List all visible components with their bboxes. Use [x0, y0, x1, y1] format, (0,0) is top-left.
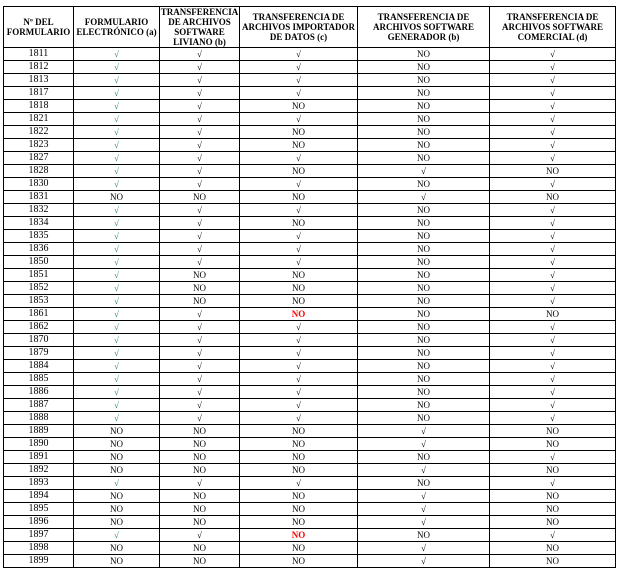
table-cell: NO [358, 269, 490, 282]
table-cell: √ [240, 477, 358, 490]
table-cell: √ [240, 204, 358, 217]
form-number-cell: 1885 [4, 373, 74, 386]
form-number-cell: 1818 [4, 100, 74, 113]
form-number-cell: 1830 [4, 178, 74, 191]
table-cell: √ [160, 152, 240, 165]
table-cell: NO [358, 256, 490, 269]
form-number-cell: 1852 [4, 282, 74, 295]
table-cell: NO [160, 542, 240, 555]
table-cell: √ [240, 256, 358, 269]
table-cell: √ [160, 100, 240, 113]
table-row [4, 178, 616, 191]
table-cell: NO [240, 217, 358, 230]
table-cell: √ [490, 139, 616, 152]
table-cell: NO [358, 61, 490, 74]
table-cell: NO [490, 464, 616, 477]
header-form-number: Nº DEL FORMULARIO [4, 7, 74, 48]
table-cell: √ [490, 48, 616, 61]
form-number-cell: 1887 [4, 399, 74, 412]
form-number-cell: 1879 [4, 347, 74, 360]
table-row [4, 321, 616, 334]
table-cell: √ [160, 74, 240, 87]
table-cell: NO [358, 412, 490, 425]
table-cell: NO [358, 282, 490, 295]
form-number-cell: 1861 [4, 308, 74, 321]
form-number-cell: 1812 [4, 61, 74, 74]
table-cell: √ [490, 243, 616, 256]
table-cell: √ [74, 321, 160, 334]
table-cell: √ [160, 321, 240, 334]
table-cell: √ [490, 217, 616, 230]
table-cell: √ [74, 282, 160, 295]
table-row [4, 373, 616, 386]
table-cell: NO [358, 451, 490, 464]
table-cell: √ [490, 204, 616, 217]
table-cell: √ [74, 295, 160, 308]
table-cell: √ [74, 477, 160, 490]
table-row [4, 48, 616, 61]
table-cell: √ [490, 74, 616, 87]
table-cell: √ [490, 295, 616, 308]
table-cell: NO [240, 542, 358, 555]
table-row [4, 126, 616, 139]
table-cell: NO [490, 490, 616, 503]
table-row [4, 308, 616, 321]
table-cell: √ [240, 321, 358, 334]
table-row [4, 503, 616, 516]
table-row [4, 490, 616, 503]
table-cell: √ [358, 464, 490, 477]
table-row [4, 217, 616, 230]
table-cell: NO [240, 490, 358, 503]
table-cell: √ [160, 334, 240, 347]
table-cell: NO [358, 529, 490, 542]
table-cell: √ [160, 243, 240, 256]
table-cell: NO [240, 425, 358, 438]
table-row [4, 425, 616, 438]
table-cell: NO [160, 295, 240, 308]
table-cell: NO [74, 451, 160, 464]
table-cell: NO [74, 503, 160, 516]
table-cell: √ [74, 74, 160, 87]
table-cell: √ [240, 347, 358, 360]
forms-table [3, 6, 616, 568]
table-cell: NO [358, 399, 490, 412]
table-cell: √ [160, 230, 240, 243]
table-cell: NO [358, 100, 490, 113]
table-cell: NO [358, 48, 490, 61]
table-cell: √ [74, 152, 160, 165]
table-cell: √ [74, 230, 160, 243]
table-cell: NO [240, 165, 358, 178]
table-cell: √ [240, 48, 358, 61]
form-number-cell: 1893 [4, 477, 74, 490]
table-cell: √ [160, 48, 240, 61]
table-cell: √ [490, 347, 616, 360]
form-number-cell: 1892 [4, 464, 74, 477]
table-cell: NO [240, 139, 358, 152]
table-cell: NO [358, 243, 490, 256]
table-cell: NO [240, 555, 358, 568]
table-cell: √ [358, 425, 490, 438]
table-cell: √ [490, 100, 616, 113]
table-cell: √ [490, 477, 616, 490]
table-cell: √ [160, 373, 240, 386]
table-cell: NO [240, 126, 358, 139]
table-cell: NO [240, 529, 358, 542]
table-cell: NO [490, 438, 616, 451]
table-cell: NO [74, 425, 160, 438]
table-cell: √ [490, 230, 616, 243]
table-cell: NO [358, 360, 490, 373]
table-cell: √ [490, 282, 616, 295]
table-cell: √ [160, 178, 240, 191]
form-number-cell: 1891 [4, 451, 74, 464]
form-number-cell: 1828 [4, 165, 74, 178]
table-cell: NO [74, 542, 160, 555]
table-cell: NO [74, 191, 160, 204]
form-number-cell: 1889 [4, 425, 74, 438]
form-number-cell: 1853 [4, 295, 74, 308]
form-number-cell: 1835 [4, 230, 74, 243]
table-cell: NO [160, 282, 240, 295]
table-row [4, 516, 616, 529]
table-cell: √ [74, 243, 160, 256]
table-row [4, 451, 616, 464]
table-row [4, 386, 616, 399]
table-cell: √ [160, 217, 240, 230]
form-number-cell: 1834 [4, 217, 74, 230]
table-cell: NO [240, 191, 358, 204]
table-cell: √ [358, 438, 490, 451]
table-cell: NO [240, 269, 358, 282]
table-cell: NO [160, 438, 240, 451]
table-cell: NO [490, 542, 616, 555]
table-row [4, 152, 616, 165]
table-cell: NO [74, 516, 160, 529]
table-cell: √ [74, 61, 160, 74]
table-cell: √ [160, 412, 240, 425]
form-number-cell: 1821 [4, 113, 74, 126]
table-row [4, 113, 616, 126]
table-cell: NO [358, 204, 490, 217]
form-number-cell: 1899 [4, 555, 74, 568]
table-cell: NO [358, 347, 490, 360]
table-cell: √ [490, 87, 616, 100]
table-cell: NO [358, 386, 490, 399]
table-cell: √ [74, 217, 160, 230]
table-cell: NO [240, 100, 358, 113]
table-cell: √ [240, 243, 358, 256]
table-cell: NO [160, 451, 240, 464]
table-cell: √ [160, 386, 240, 399]
table-cell: NO [490, 191, 616, 204]
table-cell: NO [490, 555, 616, 568]
table-cell: NO [160, 464, 240, 477]
table-cell: √ [74, 360, 160, 373]
table-cell: √ [74, 139, 160, 152]
table-row [4, 477, 616, 490]
table-cell: NO [358, 295, 490, 308]
table-cell: NO [240, 438, 358, 451]
table-cell: √ [240, 178, 358, 191]
table-cell: √ [490, 386, 616, 399]
table-cell: NO [240, 295, 358, 308]
table-cell: NO [160, 516, 240, 529]
table-cell: √ [240, 61, 358, 74]
table-cell: NO [490, 503, 616, 516]
table-cell: NO [490, 425, 616, 438]
table-cell: √ [74, 373, 160, 386]
form-number-cell: 1898 [4, 542, 74, 555]
form-number-cell: 1836 [4, 243, 74, 256]
table-cell: NO [358, 217, 490, 230]
header-electronic-form: FORMULARIO ELECTRÓNICO (a) [74, 7, 160, 48]
table-row [4, 347, 616, 360]
form-number-cell: 1894 [4, 490, 74, 503]
table-cell: √ [490, 412, 616, 425]
table-cell: NO [358, 230, 490, 243]
table-cell: NO [358, 87, 490, 100]
table-row [4, 256, 616, 269]
table-cell: √ [358, 516, 490, 529]
table-cell: √ [74, 165, 160, 178]
table-cell: NO [74, 555, 160, 568]
table-cell: NO [358, 308, 490, 321]
header-light-software: TRANSFERENCIA DE ARCHIVOS SOFTWARE LIVIANO (b) [160, 7, 239, 47]
table-cell: √ [74, 113, 160, 126]
form-number-cell: 1870 [4, 334, 74, 347]
table-cell: √ [240, 386, 358, 399]
table-cell: √ [160, 308, 240, 321]
table-cell: NO [74, 490, 160, 503]
table-cell: √ [74, 308, 160, 321]
table-cell: √ [240, 373, 358, 386]
table-cell: √ [74, 269, 160, 282]
table-cell: NO [358, 477, 490, 490]
table-cell: √ [160, 204, 240, 217]
table-cell: √ [74, 87, 160, 100]
table-cell: √ [240, 412, 358, 425]
table-row [4, 139, 616, 152]
table-cell: √ [490, 529, 616, 542]
table-cell: √ [490, 334, 616, 347]
table-cell: √ [160, 399, 240, 412]
table-cell: NO [74, 438, 160, 451]
header-generator-software: TRANSFERENCIA DE ARCHIVOS SOFTWARE GENERADOR (b) [358, 7, 490, 48]
table-cell: NO [240, 282, 358, 295]
table-row [4, 295, 616, 308]
table-cell: √ [490, 399, 616, 412]
table-cell: NO [160, 191, 240, 204]
form-number-cell: 1888 [4, 412, 74, 425]
table-cell: √ [160, 360, 240, 373]
table-cell: NO [160, 490, 240, 503]
table-cell: √ [160, 347, 240, 360]
form-number-cell: 1813 [4, 74, 74, 87]
table-cell: √ [490, 152, 616, 165]
table-cell: √ [74, 204, 160, 217]
table-cell: √ [358, 490, 490, 503]
form-number-cell: 1886 [4, 386, 74, 399]
table-cell: NO [160, 555, 240, 568]
table-row [4, 61, 616, 74]
form-number-cell: 1811 [4, 48, 74, 61]
table-cell: √ [240, 74, 358, 87]
table-row [4, 282, 616, 295]
table-cell: NO [490, 516, 616, 529]
form-number-cell: 1851 [4, 269, 74, 282]
table-cell: √ [240, 230, 358, 243]
table-cell: √ [74, 529, 160, 542]
table-cell: √ [490, 61, 616, 74]
form-number-cell: 1884 [4, 360, 74, 373]
table-cell: NO [490, 308, 616, 321]
table-cell: √ [490, 256, 616, 269]
table-cell: NO [358, 178, 490, 191]
table-cell: √ [74, 48, 160, 61]
table-row [4, 555, 616, 568]
table-cell: √ [74, 256, 160, 269]
table-cell: √ [160, 165, 240, 178]
form-number-cell: 1897 [4, 529, 74, 542]
table-cell: NO [358, 321, 490, 334]
table-row [4, 412, 616, 425]
table-cell: √ [490, 126, 616, 139]
table-row [4, 191, 616, 204]
table-cell: NO [490, 165, 616, 178]
form-number-cell: 1817 [4, 87, 74, 100]
table-cell: √ [240, 87, 358, 100]
table-cell: NO [240, 503, 358, 516]
form-number-cell: 1823 [4, 139, 74, 152]
table-cell: √ [74, 100, 160, 113]
table-cell: √ [160, 113, 240, 126]
table-body [4, 48, 616, 568]
table-cell: √ [240, 399, 358, 412]
table-row [4, 269, 616, 282]
table-row [4, 100, 616, 113]
table-cell: √ [490, 321, 616, 334]
table-row [4, 165, 616, 178]
table-cell: NO [240, 464, 358, 477]
table-cell: √ [74, 386, 160, 399]
table-cell: √ [160, 61, 240, 74]
table-row [4, 438, 616, 451]
table-row [4, 87, 616, 100]
form-number-cell: 1831 [4, 191, 74, 204]
header-data-importer: TRANSFERENCIA DE ARCHIVOS IMPORTADOR DE DATOS (c) [240, 7, 358, 48]
table-row [4, 360, 616, 373]
table-cell: √ [74, 347, 160, 360]
table-cell: √ [490, 178, 616, 191]
table-row [4, 542, 616, 555]
table-row [4, 464, 616, 477]
table-cell: √ [490, 269, 616, 282]
table-cell: √ [240, 334, 358, 347]
table-cell: √ [358, 165, 490, 178]
table-row [4, 74, 616, 87]
table-header [4, 7, 616, 48]
table-cell: √ [358, 542, 490, 555]
header-commercial-software: TRANSFERENCIA DE ARCHIVOS SOFTWARE COMERCIAL (d) [490, 7, 616, 48]
form-number-cell: 1890 [4, 438, 74, 451]
table-cell: √ [490, 360, 616, 373]
table-cell: NO [358, 152, 490, 165]
table-cell: √ [490, 113, 616, 126]
form-number-cell: 1827 [4, 152, 74, 165]
table-cell: NO [74, 464, 160, 477]
table-row [4, 204, 616, 217]
table-cell: √ [160, 87, 240, 100]
table-row [4, 529, 616, 542]
table-cell: √ [74, 126, 160, 139]
table-cell: √ [74, 178, 160, 191]
table-cell: √ [160, 477, 240, 490]
table-row [4, 334, 616, 347]
table-cell: √ [240, 152, 358, 165]
table-cell: √ [490, 373, 616, 386]
table-cell: √ [74, 399, 160, 412]
table-cell: NO [240, 451, 358, 464]
table-cell: √ [358, 555, 490, 568]
table-cell: √ [160, 529, 240, 542]
table-cell: NO [160, 503, 240, 516]
table-cell: √ [358, 191, 490, 204]
table-cell: NO [358, 126, 490, 139]
table-cell: √ [160, 126, 240, 139]
table-cell: √ [160, 256, 240, 269]
table-cell: √ [240, 360, 358, 373]
table-cell: NO [160, 269, 240, 282]
table-cell: √ [240, 113, 358, 126]
form-number-cell: 1832 [4, 204, 74, 217]
table-cell: NO [358, 113, 490, 126]
table-row [4, 230, 616, 243]
table-cell: √ [160, 139, 240, 152]
form-number-cell: 1896 [4, 516, 74, 529]
table-row [4, 399, 616, 412]
table-cell: √ [358, 503, 490, 516]
table-cell: NO [240, 308, 358, 321]
table-container [3, 6, 616, 568]
table-cell: NO [358, 334, 490, 347]
form-number-cell: 1862 [4, 321, 74, 334]
table-cell: NO [358, 139, 490, 152]
table-cell: √ [74, 412, 160, 425]
table-cell: √ [490, 451, 616, 464]
form-number-cell: 1850 [4, 256, 74, 269]
table-cell: NO [160, 425, 240, 438]
table-cell: NO [240, 516, 358, 529]
form-number-cell: 1895 [4, 503, 74, 516]
form-number-cell: 1822 [4, 126, 74, 139]
table-cell: √ [74, 334, 160, 347]
table-cell: NO [358, 74, 490, 87]
table-cell: NO [358, 373, 490, 386]
table-row [4, 243, 616, 256]
